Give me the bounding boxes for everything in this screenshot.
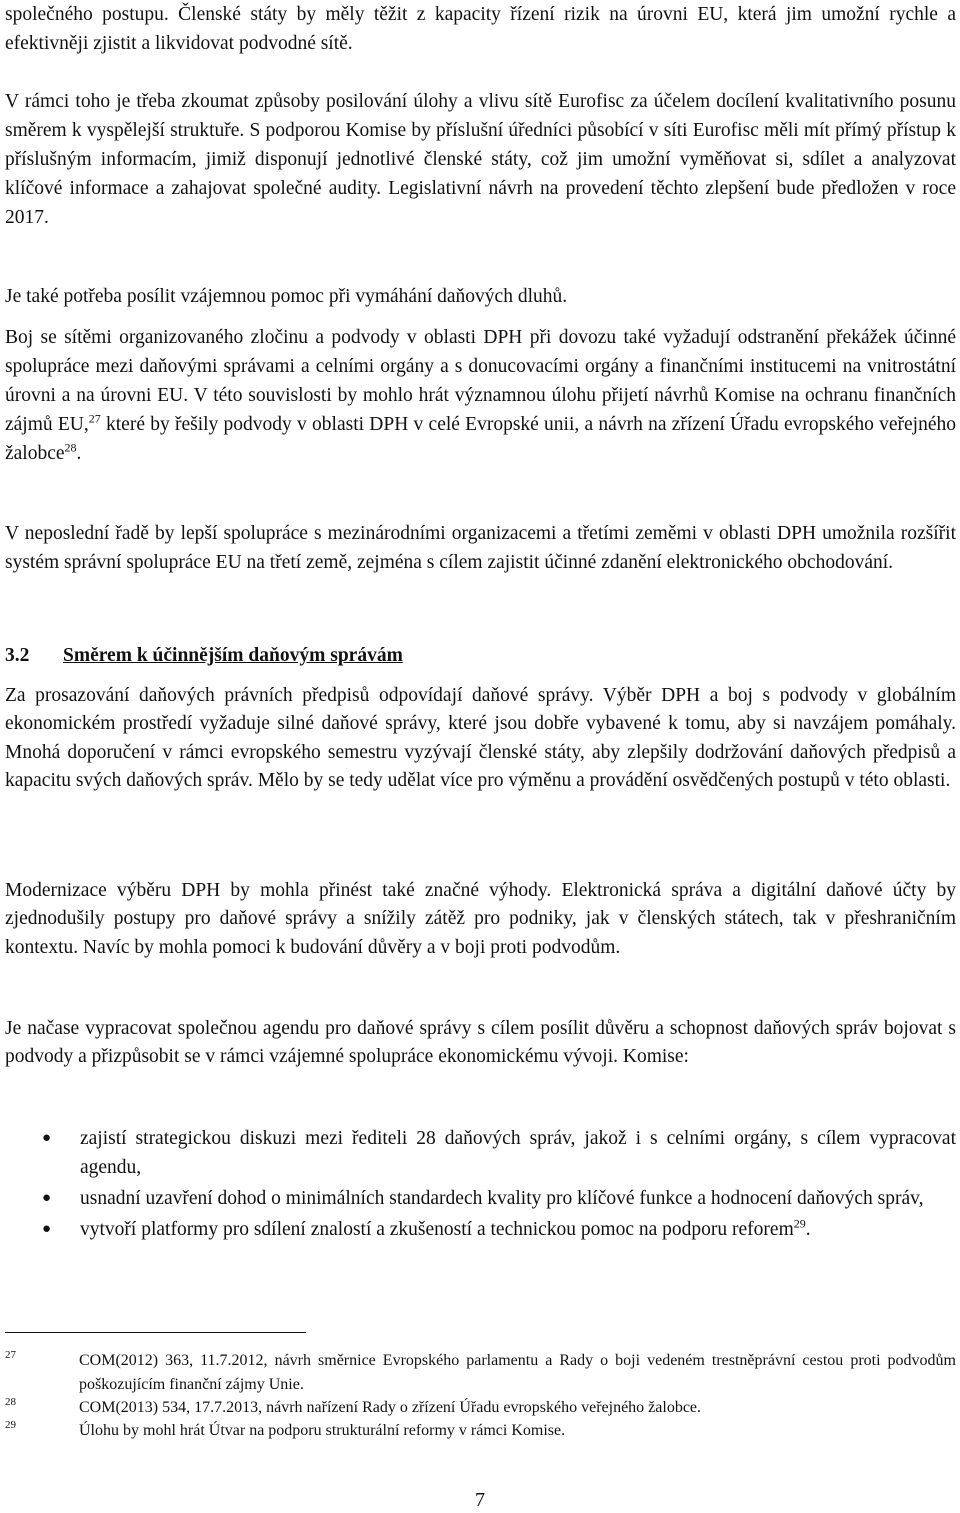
footnote-ref-27: 27	[88, 411, 101, 426]
footnote-separator	[5, 1332, 306, 1333]
list-item	[5, 1215, 956, 1244]
list-item	[5, 1184, 956, 1213]
footnote-text: COM(2013) 534, 17.7.2013, návrh nařízení Rady o zřízení Úřadu evropského veřejného žalobce.	[79, 1399, 702, 1416]
list-item-end: .	[805, 1219, 811, 1240]
page-number: 7	[475, 1489, 485, 1511]
footnote-number: 28	[5, 1396, 16, 1408]
section-heading	[5, 641, 956, 670]
footnote-text: Úlohu by mohl hrát Útvar na podporu strukturální reformy v rámci Komise.	[79, 1422, 566, 1439]
paragraph-7: Modernizace výběru DPH by mohla přinést také značné výhody. Elektronická správa a digitální daňové účty by zjednodušily postupy pro daňové správy a snížily zátěž pro podniky, jak v členských státech, tak v přeshraničním kontextu. Navíc by mohla pomoci k budování důvěry a v boji proti podvodům.	[5, 880, 956, 958]
paragraph-4-text-c: .	[76, 443, 82, 464]
list-item	[5, 1124, 956, 1182]
footnote-27	[5, 1349, 956, 1397]
footnote-number: 29	[5, 1419, 16, 1431]
section-title: Směrem k účinnějším daňovým správám	[63, 645, 403, 666]
paragraph-4-text-b: které by řešily podvody v oblasti DPH v celé Evropské unii, a návrh na zřízení Úřadu evropského veřejného žalobce	[5, 414, 957, 464]
footnote-28	[5, 1396, 956, 1420]
list-item-text: zajistí strategickou diskuzi mezi řediteli 28 daňových správ, jakož i s celními orgány, s cílem vypracovat agendu,	[80, 1128, 956, 1178]
bullet-icon: ●	[42, 1130, 52, 1146]
list-item-text: vytvoří platformy pro sdílení znalostí a zkušeností a technickou pomoc na podporu reforem	[80, 1219, 794, 1240]
bullet-icon: ●	[42, 1221, 52, 1237]
bullet-icon: ●	[42, 1190, 52, 1206]
paragraph-4	[5, 323, 956, 468]
section-number: 3.2	[5, 645, 30, 666]
paragraph-8: Je načase vypracovat společnou agendu pro daňové správy s cílem posílit důvěru a schopnost daňových správ bojovat s podvody a přizpůsobit se v rámci vzájemné spolupráce ekonomickému vývoji. Komise:	[5, 1018, 956, 1068]
paragraph-6: Za prosazování daňových právních předpisů odpovídají daňové správy. Výběr DPH a boj s podvody v globálním ekonomickém prostředí vyžaduje silné daňové správy, které jsou dobře vybavené k tomu, aby si navzájem pomáhaly. Mnohá doporučení v rámci evropského semestru vyzývají členské státy, aby zlepšily dodržování daňových předpisů a kapacitu svých daňových správ. Mělo by se tedy udělat více pro výměnu a provádění osvědčených postupů v této oblasti.	[5, 685, 956, 791]
footnote-number: 27	[5, 1349, 16, 1361]
paragraph-3: Je také potřeba posílit vzájemnou pomoc při vymáhání daňových dluhů.	[5, 286, 568, 307]
paragraph-5: V neposlední řadě by lepší spolupráce s mezinárodními organizacemi a třetími zeměmi v oblasti DPH umožnila rozšířit systém správní spolupráce EU na třetí země, zejména s cílem zajistit účinné zdanění elektronického obchodování.	[5, 523, 956, 573]
commission-action-list	[5, 1124, 956, 1246]
paragraph-2: V rámci toho je třeba zkoumat způsoby posilování úlohy a vlivu sítě Eurofisc za účelem docílení kvalitativního posunu směrem k vyspělejší struktuře. S podporou Komise by příslušní úředníci působící v síti Eurofisc měli mít přímý přístup k příslušným informacím, jimiž disponují jednotlivé členské státy, což jim umožní vyměňovat si, sdílet a analyzovat klíčové informace a zahajovat společné audity. Legislativní návrh na provedení těchto zlepšení bude předložen v roce 2017.	[5, 91, 956, 228]
paragraph-1: společného postupu. Členské státy by měly těžit z kapacity řízení rizik na úrovni EU, která jim umožní rychle a efektivněji zjistit a likvidovat podvodné sítě.	[5, 4, 956, 54]
footnote-ref-28: 28	[64, 440, 77, 455]
footnote-ref-29: 29	[793, 1216, 806, 1231]
footnote-29	[5, 1419, 956, 1443]
paragraph-4-text-a: Boj se sítěmi organizovaného zločinu a podvody v oblasti DPH při dovozu také vyžadují odstranění překážek účinné spolupráce mezi daňovými správami a celními orgány a s donucovacími orgány a finančními institucemi na vnitrostátní úrovni a na úrovni EU. V této souvislosti by mohlo hrát významnou úlohu přijetí návrhů Komise na ochranu finančních zájmů EU,	[5, 327, 956, 435]
list-item-text: usnadní uzavření dohod o minimálních standardech kvality pro klíčové funkce a hodnocení daňových správ,	[80, 1188, 924, 1209]
footnote-text: COM(2012) 363, 11.7.2012, návrh směrnice Evropského parlamentu a Rady o boji vedeném trestněprávní cestou proti podvodům poškozujícím finanční zájmy Unie.	[79, 1352, 956, 1393]
